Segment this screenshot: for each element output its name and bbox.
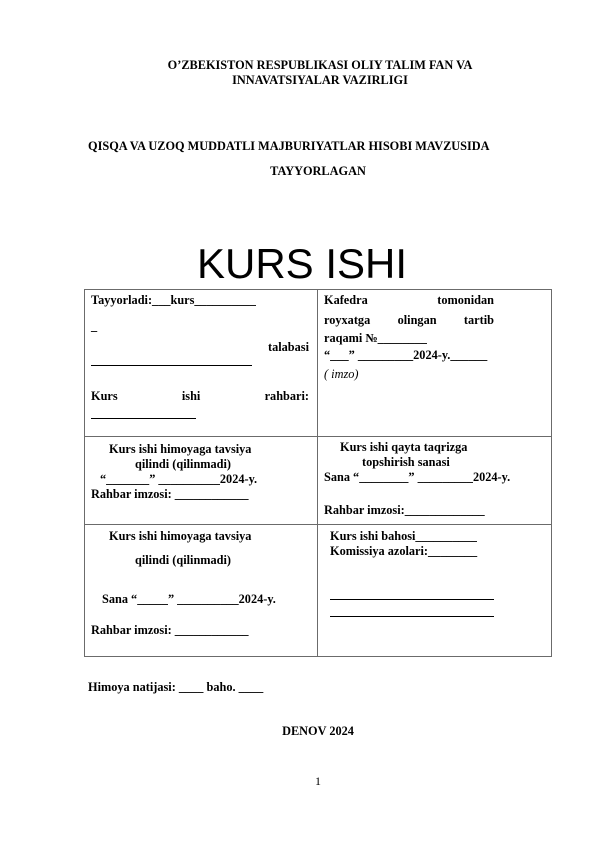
defense-recommendation-date: “_______” __________2024-y. [100,472,258,486]
commission-members: Komissiya azolari:________ [330,544,478,558]
approval-table [84,289,552,657]
supervisor-name-rule [91,407,196,423]
department-word-3: royxatga [324,313,371,327]
department-line-1 [324,293,494,308]
re-review-supervisor-signature: Rahbar imzosi:_____________ [324,503,485,517]
re-review-line-1: Kurs ishi qayta taqrizga [340,440,468,454]
department-word-4: olingan [397,313,437,327]
department-word-2: tomonidan [437,293,494,307]
defense-recommendation-cell [85,437,318,525]
supervisor-word-3: rahbari: [264,389,309,403]
commission-member-rule-2 [330,605,494,621]
re-review-cell [318,437,552,525]
defense-supervisor-signature: Rahbar imzosi: ____________ [91,487,249,501]
defense-recommendation-line-1: Kurs ishi himoyaga tavsiya [109,442,252,456]
student-label: talabasi [268,340,309,354]
page-number: 1 [315,774,321,788]
department-word-1: Kafedra [324,293,368,307]
defense-recommendation-cell-2 [85,525,318,657]
defense-recommendation-2-line-1: Kurs ishi himoyaga tavsiya [109,529,252,543]
supervisor-label [91,389,309,404]
student-name-rule [91,354,252,370]
department-registration-cell [318,290,552,437]
defense-result: Himoya natijasi: ____ baho. ____ [88,680,264,694]
re-review-line-2: topshirish sanasi [362,455,450,469]
topic-line-2: TAYYORLAGAN [270,164,366,178]
ministry-line-1: O’ZBEKISTON RESPUBLIKASI OLIY TALIM FAN VA [167,58,473,72]
prepared-by-cell [85,290,318,437]
prepared-by-dash: _ [91,319,98,333]
department-line-2 [324,313,494,328]
defense-recommendation-2-signature: Rahbar imzosi: ____________ [91,623,249,637]
course-work-grade: Kurs ishi bahosi__________ [330,529,477,543]
commission-member-rule-1 [330,588,494,604]
department-word-5: tartib [463,313,494,327]
document-title: KURS ISHI [196,240,408,287]
commission-cell [318,525,552,657]
place-and-year: DENOV 2024 [282,724,354,738]
defense-recommendation-2-line-2: qilindi (qilinmadi) [135,553,232,567]
topic-line-1: QISQA VA UZOQ MUDDATLI MAJBURIYATLAR HISOBI MAVZUSIDA [88,139,490,153]
prepared-by-line: Tayyorladi:___kurs__________ [91,293,256,307]
signature-label: ( imzo) [324,367,359,381]
registration-number: raqami №________ [324,331,427,345]
re-review-date: Sana “________” _________2024-y. [324,470,511,484]
ministry-line-2: INNAVATSIYALAR VAZIRLIGI [232,73,408,87]
supervisor-word-1: Kurs [91,389,118,403]
registration-date: “___” _________2024-y.______ [324,348,488,362]
defense-recommendation-2-date: Sana “_____” __________2024-y. [102,592,276,606]
defense-recommendation-line-2: qilindi (qilinmadi) [135,457,232,471]
ministry-name [100,58,540,88]
supervisor-word-2: ishi [181,389,201,403]
